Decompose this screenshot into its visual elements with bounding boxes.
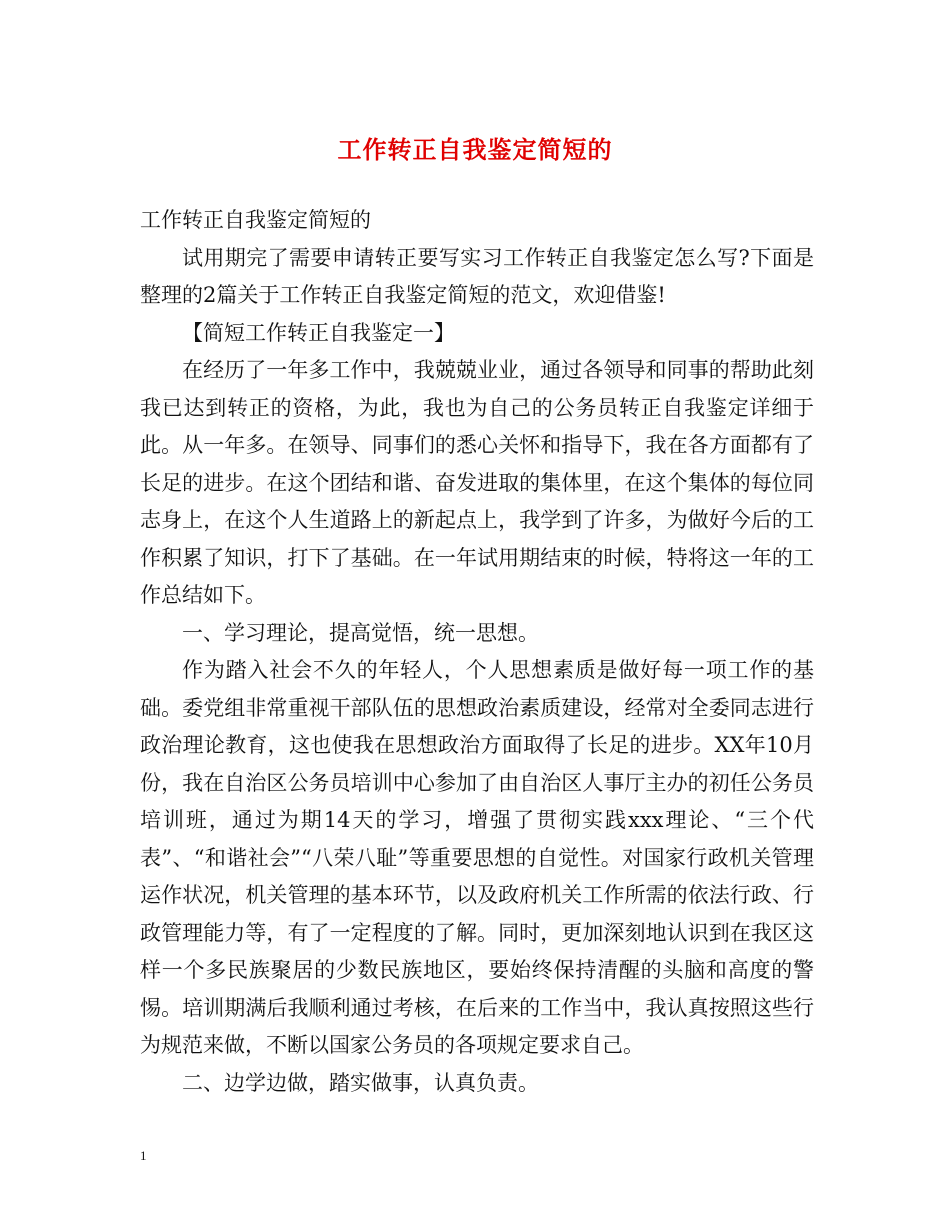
section-heading-practice: 二、边学边做，踏实做事，认真负责。 [182, 1070, 539, 1095]
document-body [140, 202, 814, 1102]
paragraph-intro: 试用期完了需要申请转正要写实习工作转正自我鉴定怎么写?下面是整理的2篇关于工作转正自我鉴定简短的范文，欢迎借鉴! [140, 245, 814, 307]
document-title: 工作转正自我鉴定简短的 [337, 135, 613, 164]
section-heading-part-one: 【简短工作转正自我鉴定一】 [182, 320, 455, 345]
page-number: 1 [140, 1148, 147, 1163]
paragraph-overview: 在经历了一年多工作中，我兢兢业业，通过各领导和同事的帮助此刻我已达到转正的资格，为此，我也为自己的公务员转正自我鉴定详细于此。从一年多。在领导、同事们的悉心关怀和指导下，我在各方面都有了长足的进步。在这个团结和谐、奋发进取的集体里，在这个集体的每位同志身上，在这个人生道路上的新起点上，我学到了许多，为做好今后的工作积累了知识，打下了基础。在一年试用期结束的时候，特将这一年的工作总结如下。 [140, 358, 814, 607]
paragraph-theory: 作为踏入社会不久的年轻人，个人思想素质是做好每一项工作的基础。委党组非常重视干部队伍的思想政治素质建设，经常对全委同志进行政治理论教育，这也使我在思想政治方面取得了长足的进步。XX年10月份，我在自治区公务员培训中心参加了由自治区人事厅主办的初任公务员培训班，通过为期14天的学习，增强了贯彻实践xxx理论、“三个代表”、“和谐社会”“八荣八耻”等重要思想的自觉性。对国家行政机关管理运作状况，机关管理的基本环节，以及政府机关工作所需的依法行政、行政管理能力等，有了一定程度的了解。同时，更加深刻地认识到在我区这样一个多民族聚居的少数民族地区，要始终保持清醒的头脑和高度的警惕。培训期满后我顺利通过考核，在后来的工作当中，我认真按照这些行为规范来做，不断以国家公务员的各项规定要求自己。 [140, 658, 814, 1057]
document-subtitle: 工作转正自我鉴定简短的 [140, 208, 371, 232]
section-heading-theory: 一、学习理论，提高觉悟，统一思想。 [182, 620, 539, 645]
